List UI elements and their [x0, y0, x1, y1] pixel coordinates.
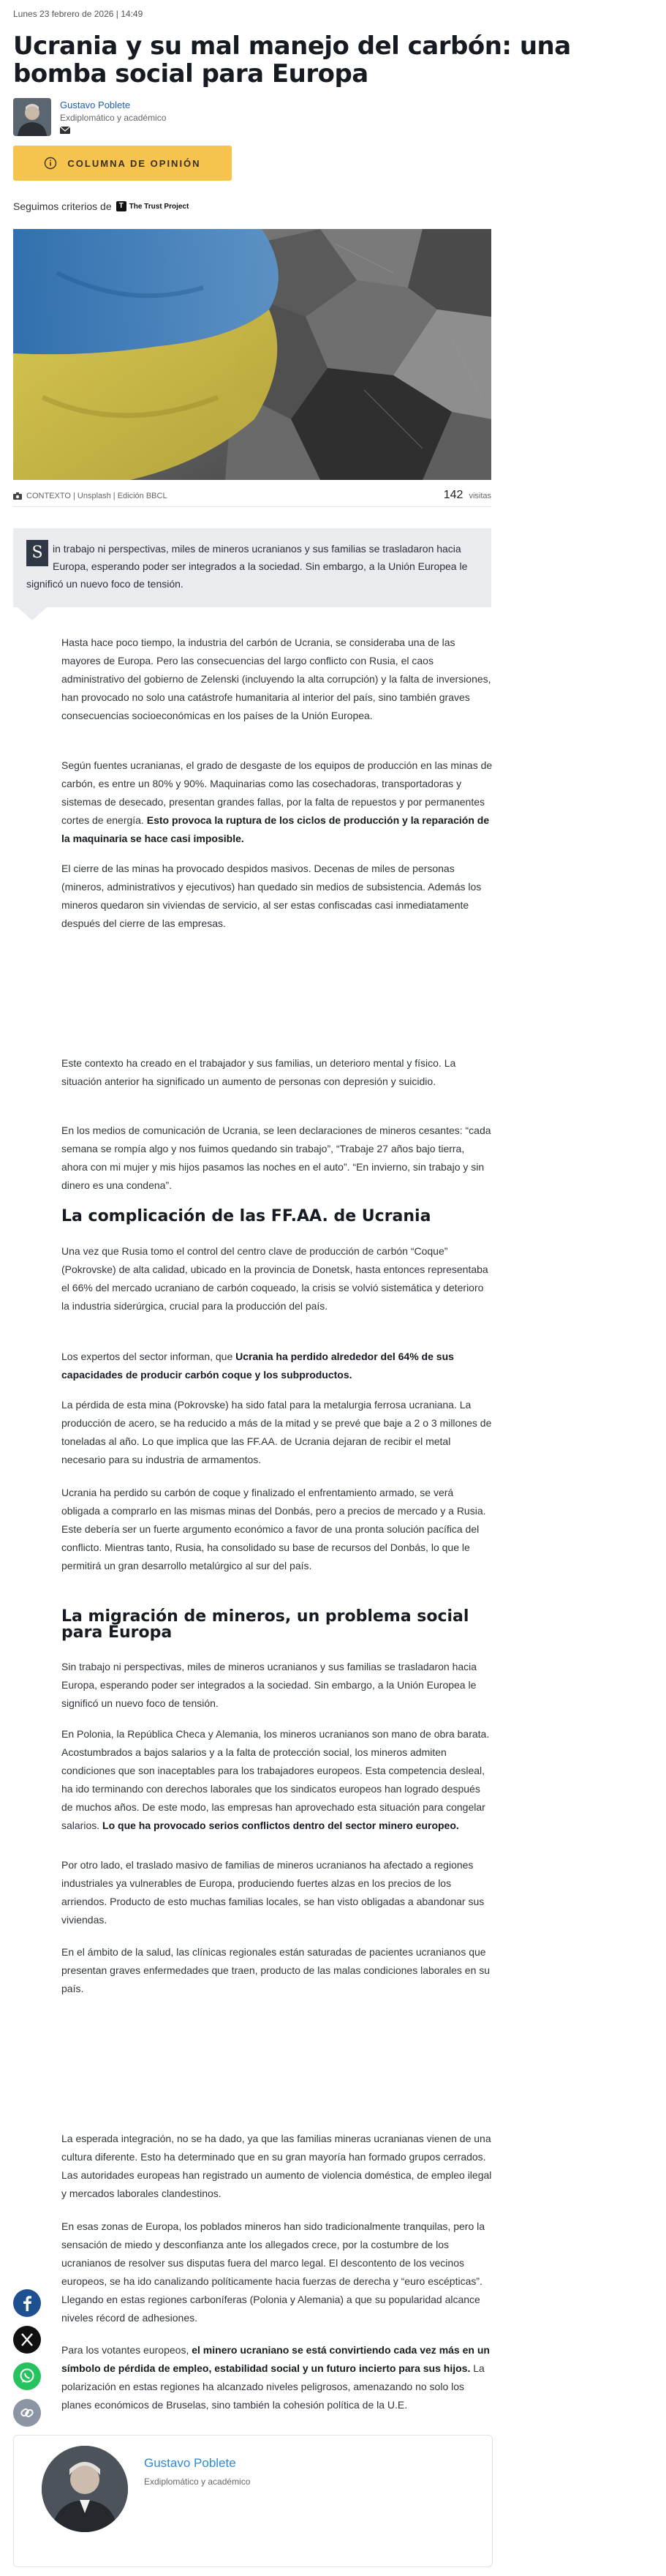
camera-icon: [13, 492, 22, 500]
paragraph-11-bold: Lo que ha provocado serios conflictos dentro del sector minero europeo.: [102, 1820, 459, 1831]
visits-count: 142: [443, 489, 463, 501]
image-caption-bar: [13, 489, 491, 507]
paragraph-9: Ucrania ha perdido su carbón de coque y finalizado el enfrentamiento armado, se verá obligada a comprarlo en las mismas minas del Donbás, pero a precios de mercado y a Rusia. Este debería ser un fuerte argumento económico a favor de una pronta solución pacífica del conflicto. Mientras tanto, Rusia, ha consolidado su base de recursos del Donbás, lo que le permitirá un gran desarrollo metalúrgico al sur del país.: [61, 1487, 486, 1571]
author-card-role: Exdiplomático y académico: [144, 2477, 251, 2487]
opinion-column-button[interactable]: [13, 146, 232, 181]
lead-text: in trabajo ni perspectivas, miles de mineros ucranianos y sus familias se trasladaron hacia Europa, esperando poder ser integrados a la sociedad. Sin embargo, a la Unión Europea le significó un nuevo foco de tensión.: [26, 543, 468, 590]
paragraph-7-text: Los expertos del sector informan, que: [61, 1351, 236, 1362]
trust-line: [13, 200, 189, 212]
facebook-icon: [13, 2289, 41, 2317]
article-title: Ucrania y su mal manejo del carbón: una bomba social para Europa: [13, 31, 571, 89]
paragraph-11: [61, 1725, 493, 1835]
trust-text: Seguimos criterios de: [13, 200, 112, 212]
visits-label: visitas: [469, 492, 491, 500]
share-x-button[interactable]: [13, 2326, 41, 2354]
paragraph-15: En esas zonas de Europa, los poblados mineros han sido tradicionalmente tranquilas, pero la sensación de miedo y desconfianza ante los allegados crece, por la costumbre de los ucranianos de resolver sus disputas fuera del marco legal. El descontento de los vecinos europeos, se ha ido canalizando políticamente hacia fuerzas de derecha y “euro escépticas”. Llegando en estas regiones carboníferas (Polonia y Alemania) a que su popularidad alcance niveles récord de adhesiones.: [61, 2220, 485, 2324]
author-name-link[interactable]: Gustavo Poblete: [60, 99, 131, 110]
lead-summary: [13, 528, 491, 607]
paragraph-3: El cierre de las minas ha provocado despidos masivos. Decenas de miles de personas (mineros, administrativos y ejecutivos) han quedado sin medios de subsistencia. Además los mineros quedaron sin viviendas de servicio, al ser estas confiscadas casi inmediatamente después del cierre de las empresas.: [61, 863, 482, 929]
paragraph-11-text: En Polonia, la República Checa y Alemania, los mineros ucranianos son mano de obra barata. Acostumbrados a bajos salarios y a la falta de protección social, los mineros admiten condiciones que son inaceptables para los trabajadores europeos. Esta competencia desleal, ha ido terminando con derechos laborales que los sindicatos europeos han logrado después de muchos años. De este modo, las empresas han aprovechado esta situación para congelar salarios.: [61, 1728, 490, 1831]
paragraph-6: Una vez que Rusia tomo el control del centro clave de producción de carbón “Coque” (Pokrovske) de alta calidad, ubicado en la provincia de Donetsk, hasta entonces representaba el 66% del mercado ucraniano de carbón coqueado, la crisis se volvió sistemática y deterioro la industria siderúrgica, crucial para la producción del país.: [61, 1245, 488, 1312]
section-heading-migracion: La migración de mineros, un problema social para Europa: [61, 1607, 469, 1642]
trust-project-logo[interactable]: [116, 201, 189, 211]
author-role: Exdiplomático y académico: [60, 113, 167, 123]
author-card: [13, 2435, 493, 2567]
image-caption-text: CONTEXTO | Unsplash | Edición BBCL: [26, 492, 167, 500]
lead-paragraph: [26, 540, 474, 593]
paragraph-10: Sin trabajo ni perspectivas, miles de mineros ucranianos y sus familias se trasladaron hacia Europa, esperando poder ser integrados a la sociedad. Sin embargo, a la Unión Europea le significó un nuevo foco de tensión.: [61, 1661, 477, 1709]
paragraph-2-text: Según fuentes ucranianas, el grado de desgaste de los equipos de producción en las minas de carbón, es entre un 80% y 90%. Maquinarias como las cosechadoras, transportadoras y sistemas de desecado, presentan grandes fallas, por la falta de repuestos y por permanentes cortes de energía.: [61, 759, 493, 826]
paragraph-16: [61, 2341, 493, 2414]
paragraph-13: En el ámbito de la salud, las clínicas regionales están saturadas de pacientes ucranianos que presentan graves enfermedades que traen, producto de las malas condiciones laborales en su país.: [61, 1946, 491, 1994]
paragraph-7-bold: Ucrania ha perdido alrededor del 64% de sus capacidades de producir carbón coque y los subproductos.: [61, 1351, 454, 1381]
paragraph-8: La pérdida de esta mina (Pokrovske) ha sido fatal para la metalurgia ferrosa ucraniana. La producción de acero, se ha reducido a más de la mitad y se prevé que baje a 2 o 3 millones de toneladas al año. Lo que implica que las FF.AA. de Ucrania dejaran de recibir el metal necesario para su industria de armamentos.: [61, 1399, 492, 1465]
paragraph-16-tail: La polarización en estas regiones ha alcanzado niveles peligrosos, amenazando no solo los planes económicos de Bruselas, sino también la cohesión política de la U.E.: [61, 2362, 485, 2411]
lead-tail: [18, 607, 47, 620]
opinion-label: COLUMNA DE OPINIÓN: [67, 157, 201, 169]
info-icon: [44, 157, 57, 170]
image-caption: [13, 492, 167, 500]
trust-project-icon: T: [116, 201, 126, 211]
author-card-name[interactable]: Gustavo Poblete: [144, 2456, 236, 2470]
paragraph-14: La esperada integración, no se ha dado, ya que las familias mineras ucranianas vienen de una cultura diferente. Esto ha determinado que en su gran mayoría han formado grupos cerrados. Las autoridades europeas han registrado un aumento de violencia doméstica, de empleo ilegal y mercados laborales clandestinos.: [61, 2133, 492, 2199]
share-copy-link-button[interactable]: [13, 2399, 41, 2427]
trust-project-name: The Trust Project: [129, 202, 189, 211]
visits-counter: [444, 489, 491, 502]
paragraph-1: Hasta hace poco tiempo, la industria del carbón de Ucrania, se consideraba una de las mayores de Europa. Pero las consecuencias del largo conflicto con Rusia, el caos administrativo del gobierno de Zelenski (incluyendo la alta corrupción) y la falta de inversiones, han provocado no solo una catástrofe humanitaria al interior del país, sino también graves consecuencias socioeconómicas en los países de la Unión Europea.: [61, 637, 491, 721]
paragraph-5: En los medios de comunicación de Ucrania, se leen declaraciones de mineros cesantes: “cada semana se rompía algo y nos fuimos quedando sin trabajo”, “Trabaje 27 años bajo tierra, ahora con mi mujer y mis hijos pasamos las noches en el auto”. “En invierno, sin trabajo y sin dinero es una condena”.: [61, 1124, 491, 1191]
whatsapp-icon: [13, 2362, 41, 2390]
section-heading-ffaa: La complicación de las FF.AA. de Ucrania: [61, 1207, 431, 1225]
hero-image: [13, 229, 491, 480]
paragraph-2: [61, 756, 493, 848]
author-avatar[interactable]: [13, 98, 51, 136]
share-whatsapp-button[interactable]: [13, 2362, 41, 2390]
paragraph-7: [61, 1348, 493, 1384]
link-icon: [13, 2399, 41, 2427]
paragraph-16-bold: el minero ucraniano se está convirtiendo cada vez más en un símbolo de pérdida de empleo, estabilidad social y un futuro incierto para sus hijos.: [61, 2344, 490, 2374]
share-facebook-button[interactable]: [13, 2289, 41, 2317]
paragraph-16-text: Para los votantes europeos,: [61, 2344, 192, 2356]
paragraph-12: Por otro lado, el traslado masivo de familias de mineros ucranianos ha afectado a regiones industriales ya vulnerables de Europa, produciendo fuertes alzas en los precios de los arriendos. Producto de esto muchas familias locales, se han visto obligadas a abandonar sus viviendas.: [61, 1859, 485, 1926]
dateline: Lunes 23 febrero de 2026 | 14:49: [13, 9, 143, 19]
mail-icon[interactable]: [60, 127, 70, 134]
paragraph-2-bold: Esto provoca la ruptura de los ciclos de producción y la reparación de la maquinaria se hace casi imposible.: [61, 814, 490, 844]
author-card-avatar[interactable]: [42, 2446, 128, 2532]
paragraph-4: Este contexto ha creado en el trabajador y sus familias, un deterioro mental y físico. La situación anterior ha significado un aumento de personas con depresión y suicidio.: [61, 1057, 456, 1087]
drop-cap: S: [26, 540, 48, 566]
x-icon: [13, 2326, 41, 2354]
